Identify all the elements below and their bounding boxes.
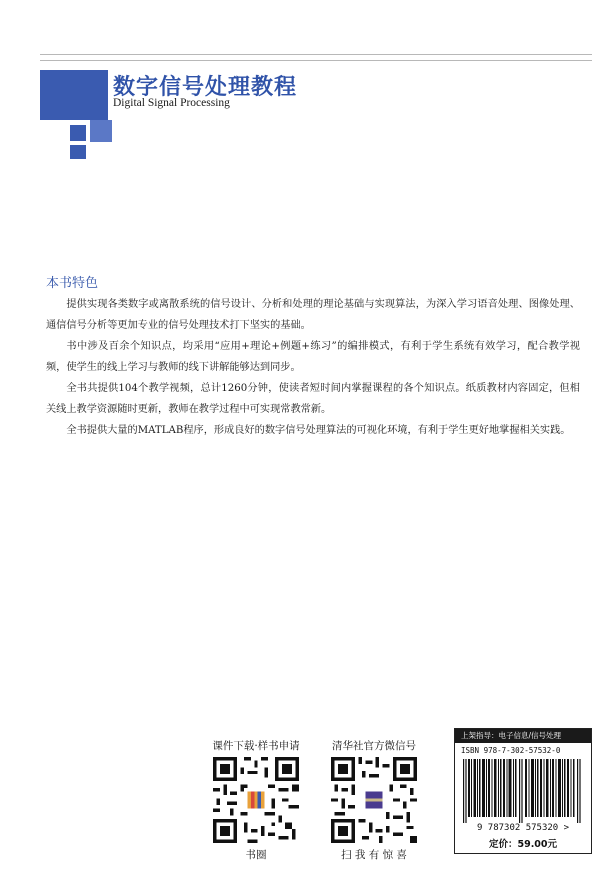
price-label: 定价：59.00元: [488, 839, 558, 850]
isbn-panel: [454, 728, 592, 854]
top-rule-2: [40, 60, 592, 61]
square-large: [40, 70, 108, 120]
qr-code-icon[interactable]: [213, 757, 299, 843]
barcode-digits: 9 787302 575320 >: [476, 823, 570, 833]
qr-block-wechat: [324, 738, 424, 862]
features-body: [46, 294, 580, 441]
feature-paragraph: 全书共提供104个教学视频，总计1260分钟，使读者短时间内掌握课程的各个知识点。纸质教材内容固定，但相关线上教学资源随时更新，教师在教学过程中可实现常教常新。: [46, 383, 580, 415]
features-heading: 本书特色: [46, 276, 99, 291]
qr-caption: 书圈: [245, 849, 267, 861]
qr-code-icon[interactable]: [331, 757, 417, 843]
feature-paragraph: 书中涉及百余个知识点，均采用“应用+理论+例题+练习”的编排模式，有利于学生系统有效学习，配合教学视频，使学生的线上学习与教师的线下讲解能够达到同步。: [46, 341, 580, 373]
qr-caption: 扫 我 有 惊 喜: [341, 849, 407, 861]
shelf-category: 上架指导：电子信息/信号处理: [455, 729, 591, 743]
feature-paragraph: 全书提供大量的MATLAB程序，形成良好的数字信号处理算法的可视化环境，有利于学生更好地掌握相关实践。: [66, 425, 571, 436]
square-small-2: [90, 120, 112, 142]
qr-label: 课件下载·样书申请: [212, 740, 300, 752]
qr-label: 清华社官方微信号: [332, 740, 416, 752]
top-rule-1: [40, 54, 592, 55]
square-small-1: [70, 125, 86, 141]
book-title: 数字信号处理教程: [113, 75, 298, 100]
book-subtitle: Digital Signal Processing: [113, 97, 230, 109]
qr-block-courseware: [206, 738, 306, 862]
square-small-3: [70, 145, 86, 159]
feature-paragraph: 提供实现各类数字或离散系统的信号设计、分析和处理的理论基础与实现算法，为深入学习语音处理、图像处理、通信信号分析等更加专业的信号处理技术打下坚实的基础。: [46, 299, 580, 331]
isbn-number: ISBN 978-7-302-57532-0: [461, 746, 561, 755]
barcode-icon: [463, 759, 583, 823]
